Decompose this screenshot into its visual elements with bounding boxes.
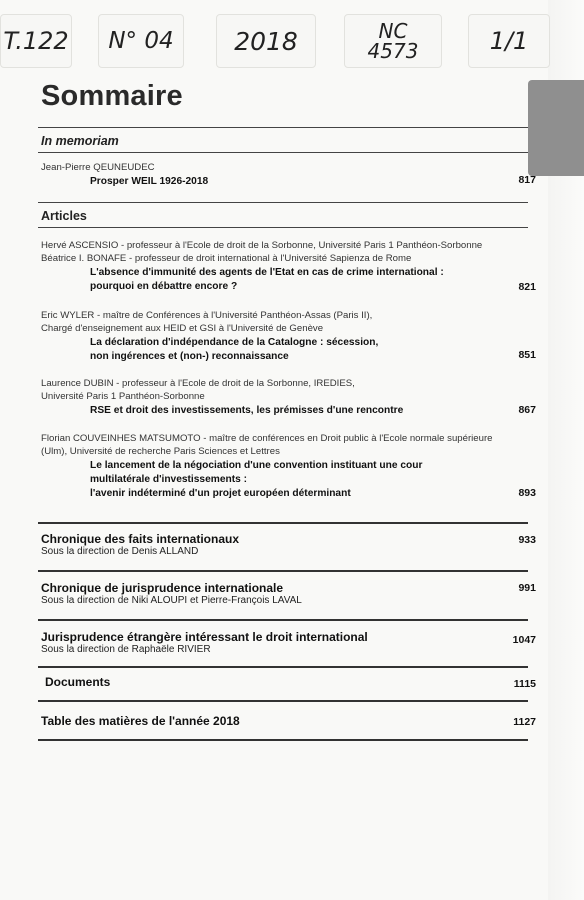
year-annotation	[216, 14, 316, 68]
article-author-line: Université Paris 1 Panthéon-Sorbonne	[41, 391, 205, 402]
divider	[38, 619, 528, 621]
divider	[38, 127, 528, 128]
article-title-line[interactable]: RSE et droit des investissements, les prémisses d'une rencontre	[90, 405, 404, 416]
article-author-line: Chargé d'enseignement aux HEID et GSI à l'Université de Genève	[41, 323, 324, 334]
article-title-line[interactable]: l'avenir indéterminé d'un projet européen déterminant	[90, 488, 351, 499]
chronicle-title[interactable]: Jurisprudence étrangère intéressant le droit international	[41, 630, 368, 644]
memoriam-heading: In memoriam	[41, 134, 119, 148]
table-page: 1127	[513, 716, 536, 728]
article-page: 893	[518, 487, 536, 499]
documents-title[interactable]: Documents	[45, 675, 111, 689]
chronicle-title[interactable]: Chronique des faits internationaux	[41, 532, 240, 546]
chronicle-page: 1047	[512, 634, 536, 646]
chronicle-page: 933	[518, 534, 536, 546]
page-title: Sommaire	[41, 80, 183, 112]
chronicle-subtitle: Sous la direction de Denis ALLAND	[41, 546, 199, 557]
divider	[38, 700, 528, 702]
code-annotation	[344, 14, 442, 68]
article-author-line: (Ulm), Université de recherche Paris Sciences et Lettres	[41, 446, 280, 457]
article-page: 851	[518, 349, 536, 361]
article-title-line[interactable]: multilatérale d'investissements :	[90, 474, 247, 485]
volume-annotation	[0, 14, 72, 68]
code-line-1: NC	[378, 19, 408, 43]
article-title-line[interactable]: non ingérences et (non-) reconnaissance	[90, 351, 289, 362]
copy-text: 1/1	[489, 27, 529, 55]
divider	[38, 227, 528, 228]
articles-heading: Articles	[41, 209, 87, 223]
chronicle-subtitle: Sous la direction de Raphaële RIVIER	[41, 644, 211, 655]
divider	[38, 152, 528, 153]
issue-text: N° 04	[108, 28, 174, 54]
article-title-line[interactable]: pourquoi en débattre encore ?	[90, 281, 238, 292]
divider	[38, 739, 528, 741]
article-title-line[interactable]: Le lancement de la négociation d'une convention instituant une cour	[90, 460, 423, 471]
copy-annotation	[468, 14, 550, 68]
memoriam-author: Jean-Pierre QEUNEUDEC	[41, 162, 155, 173]
article-author-line: Béatrice I. BONAFE - professeur de droit international à l'Université Sapienza de Rome	[41, 253, 412, 264]
chronicle-title[interactable]: Chronique de jurisprudence internationale	[41, 581, 284, 595]
issue-annotation	[98, 14, 184, 68]
article-author-line: Eric WYLER - maître de Conférences à l'Université Panthéon-Assas (Paris II),	[41, 310, 373, 321]
gray-tab-marker	[528, 80, 584, 176]
documents-page: 1115	[513, 678, 536, 690]
table-title[interactable]: Table des matières de l'année 2018	[41, 714, 240, 728]
article-page: 821	[518, 281, 536, 293]
article-author-line: Florian COUVEINHES MATSUMOTO - maître de conférences en Droit public à l'Ecole normale supérieure	[41, 433, 493, 444]
article-title-line[interactable]: L'absence d'immunité des agents de l'Etat en cas de crime international :	[90, 267, 444, 278]
divider	[38, 202, 528, 203]
chronicle-page: 991	[518, 582, 536, 594]
article-author-line: Laurence DUBIN - professeur à l'Ecole de droit de la Sorbonne, IREDIES,	[41, 378, 355, 389]
article-page: 867	[518, 404, 536, 416]
article-title-line[interactable]: La déclaration d'indépendance de la Catalogne : sécession,	[90, 337, 379, 348]
memoriam-entry-title: Prosper WEIL 1926-2018	[90, 176, 209, 187]
year-text: 2018	[234, 26, 298, 56]
divider	[38, 666, 528, 668]
chronicle-subtitle: Sous la direction de Niki ALOUPI et Pierre-François LAVAL	[41, 595, 302, 606]
code-line-2: 4573	[367, 39, 419, 63]
memoriam-page: 817	[518, 174, 536, 186]
article-author-line: Hervé ASCENSIO - professeur à l'Ecole de droit de la Sorbonne, Université Paris 1 Panthéon-Sorbonne	[41, 240, 483, 251]
divider	[38, 522, 528, 524]
volume-text: T.122	[3, 27, 69, 55]
divider	[38, 570, 528, 572]
